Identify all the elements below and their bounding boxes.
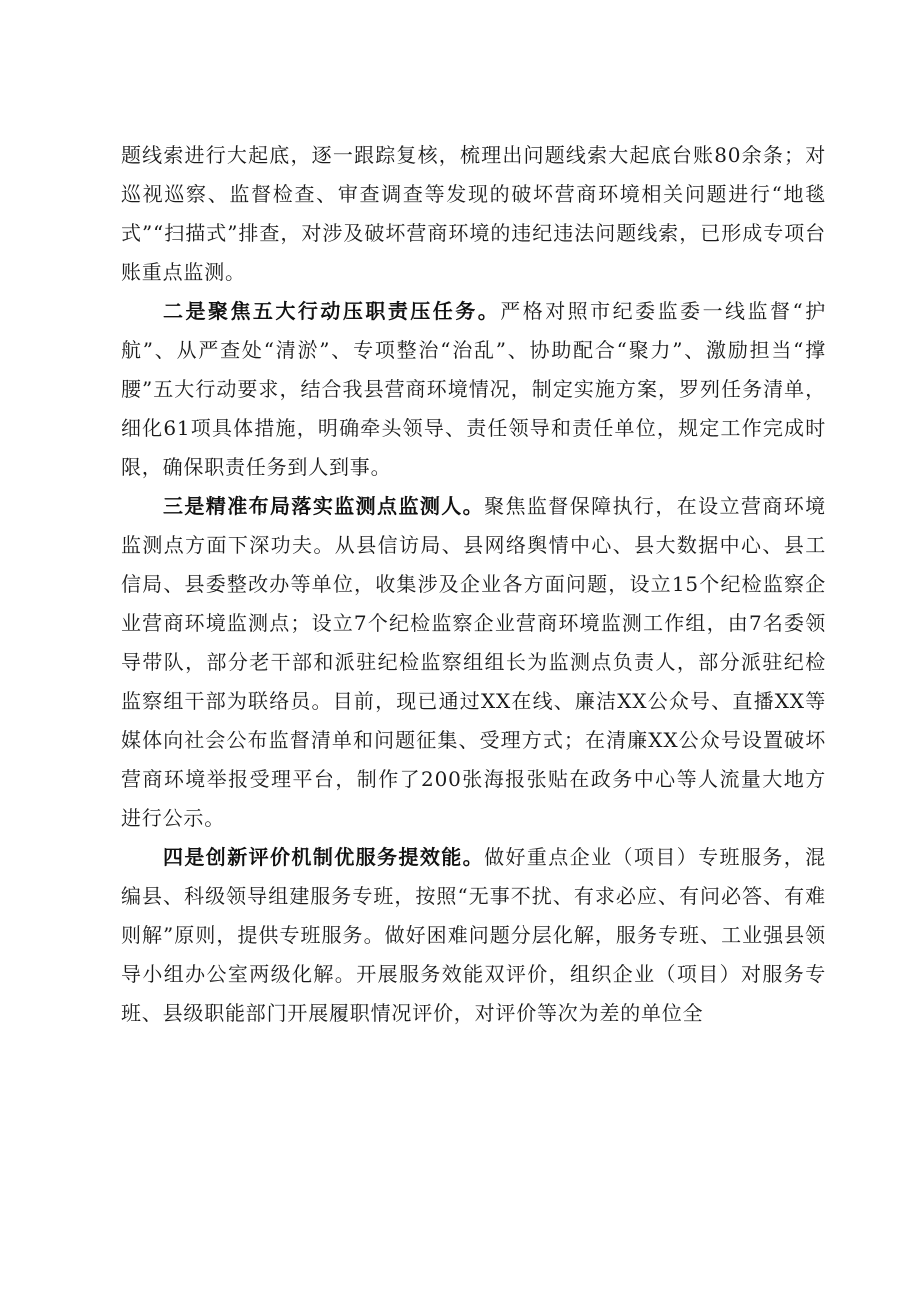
paragraph-evaluation-mechanism [121, 838, 826, 1033]
paragraph-monitoring-points [121, 487, 826, 838]
paragraph-heading: 二是聚焦五大行动压职责压任务。 [163, 299, 501, 323]
paragraph-heading: 三是精准布局落实监测点监测人。 [163, 494, 485, 518]
paragraph-heading: 四是创新评价机制优服务提效能。 [163, 845, 485, 869]
paragraph-text: 严格对照市纪委监委一线监督“护航”、从严查处“清淤”、专项整治“治乱”、协助配合“聚力”、激励担当“撑腰”五大行动要求，结合我县营商环境情况，制定实施方案，罗列任务清单，细化61项具体措施，明确牵头领导、责任领导和责任单位，规定工作完成时限，确保职责任务到人到事。 [121, 299, 827, 479]
paragraph-text: 题线索进行大起底，逐一跟踪复核，梳理出问题线索大起底台账80余条；对巡视巡察、监督检查、审查调查等发现的破坏营商环境相关问题进行“地毯式”“扫描式”排查，对涉及破坏营商环境的违纪违法问题线索，已形成专项台账重点监测。 [121, 143, 826, 284]
paragraph-focus-five-actions [121, 292, 826, 487]
document-body [121, 136, 826, 1033]
paragraph-continuation [121, 136, 826, 292]
paragraph-text: 聚焦监督保障执行，在设立营商环境监测点方面下深功夫。从县信访局、县网络舆情中心、县大数据中心、县工信局、县委整改办等单位，收集涉及企业各方面问题，设立15个纪检监察企业营商环境监测点；设立7个纪检监察企业营商环境监测工作组，由7名委领导带队，部分老干部和派驻纪检监察组组长为监测点负责人，部分派驻纪检监察组干部为联络员。目前，现已通过XX在线、廉洁XX公众号、直播XX等媒体向社会公布监督清单和问题征集、受理方式；在清廉XX公众号设置破坏营商环境举报受理平台，制作了200张海报张贴在政务中心等人流量大地方进行公示。 [121, 494, 826, 830]
paragraph-text: 做好重点企业（项目）专班服务，混编县、科级领导组建服务专班，按照“无事不扰、有求必应、有问必答、有难则解”原则，提供专班服务。做好困难问题分层化解，服务专班、工业强县领导小组办公室两级化解。开展服务效能双评价，组织企业（项目）对服务专班、县级职能部门开展履职情况评价，对评价等次为差的单位全 [121, 845, 826, 1025]
